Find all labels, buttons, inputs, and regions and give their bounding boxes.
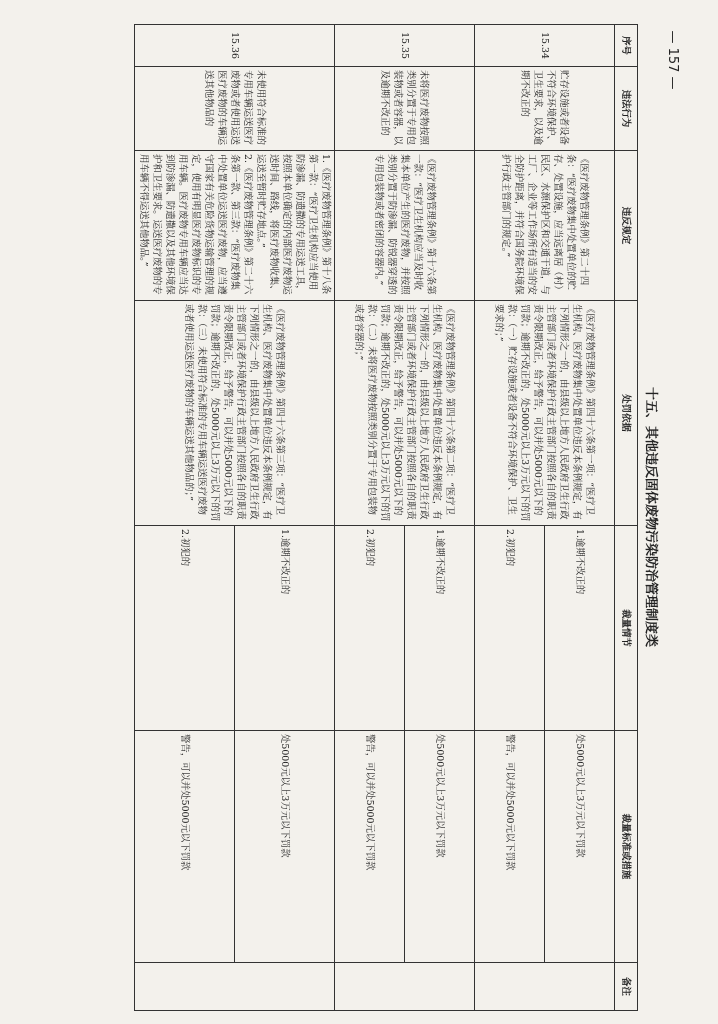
table-row xyxy=(545,25,615,1011)
basis-cell: 《医疗废物管理条例》第四十六条第一项：“医疗卫生机构、医疗废物集中处置单位违反本条例规定，有下列情形之一的，由县级以上地方人民政府卫生行政主管部门或者环境保护行政主管部门按照各自的职责责令限期改正，给予警告，可以并处5000元以下的罚款；逾期不改正的，处5000元以上3万元以下的罚款：（一）贮存设施或者设备不符合环境保护、卫生要求的；” xyxy=(475,301,615,526)
note-cell xyxy=(135,963,335,1011)
basis-cell: 《医疗废物管理条例》第四十六条第二项：“医疗卫生机构、医疗废物集中处置单位违反本条例规定，有下列情形之一的，由县级以上地方人民政府卫生行政主管部门或者环境保护行政主管部门按照各自的职责责令限期改正，给予警告，可以并处5000元以下的罚款；逾期不改正的，处5000元以上3万元以下的罚款：（二）未将医疗废物按照类别分置于专用包装物或者容器的；” xyxy=(335,301,475,526)
page-number: — 157 — xyxy=(665,30,680,90)
row-id: 15.36 xyxy=(135,25,335,67)
rotated-table-area xyxy=(48,24,660,1010)
measure-cell: 处5000元以上3万元以下罚款 xyxy=(235,731,335,963)
measure-cell: 处5000元以上3万元以下罚款 xyxy=(405,731,475,963)
provision-cell: 1.《医疗废物管理条例》第十八条第一款：“医疗卫生机构应当使用防渗漏、防遗撒的专用运送工具，按照本单位确定的内部医疗废物运送时间、路线，将医疗废物收集、运送至暂时贮存地点。” 2.《医疗废物管理条例》第二十六条第一款、第三款：“医疗废物集中处置单位运送医疗废物，应当遵守国家有关危险货物运输管理的规定，使用有明显医疗废物标识的专用车辆。医疗废物专用车辆应当达到防渗漏、防遗撒以及其他环境保护和卫生要求。运送医疗废物的专用车辆不得运送其他物品。” xyxy=(135,151,335,301)
header-cell: 备注 xyxy=(615,963,638,1011)
behavior-cell: 贮存设施或者设备不符合环境保护、卫生要求，以及逾期不改正的 xyxy=(475,67,615,151)
circumstance-cell: 2.初犯的 xyxy=(335,526,405,731)
basis-cell: 《医疗废物管理条例》第四十六条第三项：“医疗卫生机构、医疗废物集中处置单位违反本条例规定，有下列情形之一的，由县级以上地方人民政府卫生行政主管部门或者环境保护行政主管部门按照各自的职责责令限期改正，给予警告，可以并处5000元以下的罚款；逾期不改正的，处5000元以上3万元以下的罚款：（三）未使用符合标准的专用车辆运送医疗废物或者使用运送医疗废物的车辆运送其他物品的；” xyxy=(135,301,335,526)
behavior-cell: 未使用符合标准的专用车辆运送医疗废物或者使用运送医疗废物的车辆运送其他物品的 xyxy=(135,67,335,151)
provision-cell: 《医疗废物管理条例》第二十四条：“医疗废物集中处置单位的贮存、处置设施，应当远离居（村）民区、水源保护区和交通干道，与工厂、企业等工作场所有适当的安全防护距离，并符合国务院环境保护行政主管部门的规定。” xyxy=(475,151,615,301)
measure-cell: 警告，可以并处5000元以下罚款 xyxy=(475,731,545,963)
header-cell: 处罚依据 xyxy=(615,301,638,526)
row-id: 15.35 xyxy=(335,25,475,67)
table-row xyxy=(405,25,475,1011)
header-cell: 裁量标准或措施 xyxy=(615,731,638,963)
provision-cell: 《医疗废物管理条例》第十六条第一款：“医疗卫生机构应当及时收集本单位产生的医疗废物，并按照类别分置于防渗漏、防锐器穿透的专用包装物或者密闭的容器内。” xyxy=(335,151,475,301)
circumstance-cell: 1.逾期不改正的 xyxy=(235,526,335,731)
measure-cell: 警告，可以并处5000元以下罚款 xyxy=(335,731,405,963)
circumstance-cell: 2.初犯的 xyxy=(135,526,235,731)
circumstance-cell: 1.逾期不改正的 xyxy=(545,526,615,731)
header-cell: 违法行为 xyxy=(615,67,638,151)
measure-cell: 警告，可以并处5000元以下罚款 xyxy=(135,731,235,963)
circumstance-cell: 2.初犯的 xyxy=(475,526,545,731)
table-row xyxy=(235,25,335,1011)
section-title: 十五、其他违反固体废物污染防治管理制度类 xyxy=(643,386,658,647)
header-cell: 序号 xyxy=(615,25,638,67)
header-cell: 违反规定 xyxy=(615,151,638,301)
behavior-cell: 未将医疗废物按照类别分置于专用包装物或者容器，以及逾期不改正的 xyxy=(335,67,475,151)
measure-cell: 处5000元以上3万元以下罚款 xyxy=(545,731,615,963)
note-cell xyxy=(335,963,475,1011)
header-row xyxy=(615,25,638,1011)
header-cell: 裁量情节 xyxy=(615,526,638,731)
note-cell xyxy=(475,963,615,1011)
penalty-table xyxy=(134,24,638,1011)
row-id: 15.34 xyxy=(475,25,615,67)
circumstance-cell: 1.逾期不改正的 xyxy=(405,526,475,731)
